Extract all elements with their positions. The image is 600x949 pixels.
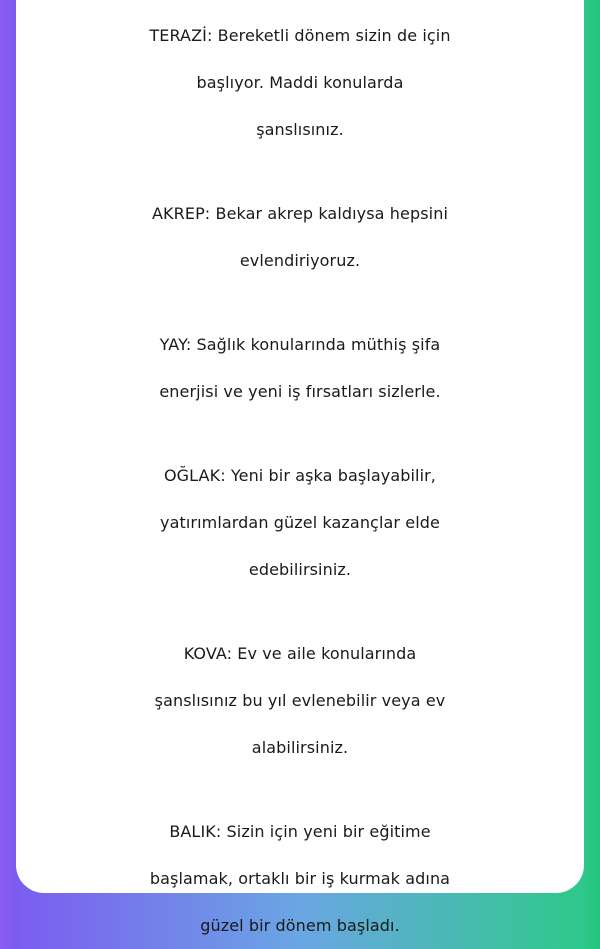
horoscope-card <box>16 0 584 935</box>
entry-line: TERAZİ: Bereketli dönem sizin de için <box>149 26 451 45</box>
entry-line: güzel bir dönem başladı. <box>200 916 400 935</box>
horoscope-entry-balik <box>16 808 584 949</box>
entry-line: YAY: Sağlık konularında müthiş şifa <box>159 335 441 354</box>
entry-line: şanslısınız bu yıl evlenebilir veya ev <box>154 691 446 710</box>
entry-line: evlendiriyoruz. <box>239 251 361 270</box>
entry-line: enerjisi ve yeni iş fırsatları sizlerle. <box>159 382 441 401</box>
horoscope-entry-akrep <box>16 190 584 284</box>
entry-line: BALIK: Sizin için yeni bir eğitime <box>169 822 431 841</box>
entry-line: başlamak, ortaklı bir iş kurmak adına <box>149 869 451 888</box>
horoscope-entry-yay <box>16 321 584 415</box>
entry-line: OĞLAK: Yeni bir aşka başlayabilir, <box>163 466 436 485</box>
horoscope-entry-kova <box>16 630 584 771</box>
entry-line: başlıyor. Maddi konularda <box>196 73 404 92</box>
entry-line: alabilirsiniz. <box>251 738 349 757</box>
horoscope-entry-terazi <box>16 12 584 153</box>
entry-line: şanslısınız. <box>256 120 344 139</box>
horoscope-entry-oglak <box>16 452 584 593</box>
entry-line: edebilirsiniz. <box>248 560 352 579</box>
entry-line: KOVA: Ev ve aile konularında <box>183 644 417 663</box>
entry-line: AKREP: Bekar akrep kaldıysa hepsini <box>152 204 448 223</box>
entry-line: yatırımlardan güzel kazançlar elde <box>160 513 440 532</box>
